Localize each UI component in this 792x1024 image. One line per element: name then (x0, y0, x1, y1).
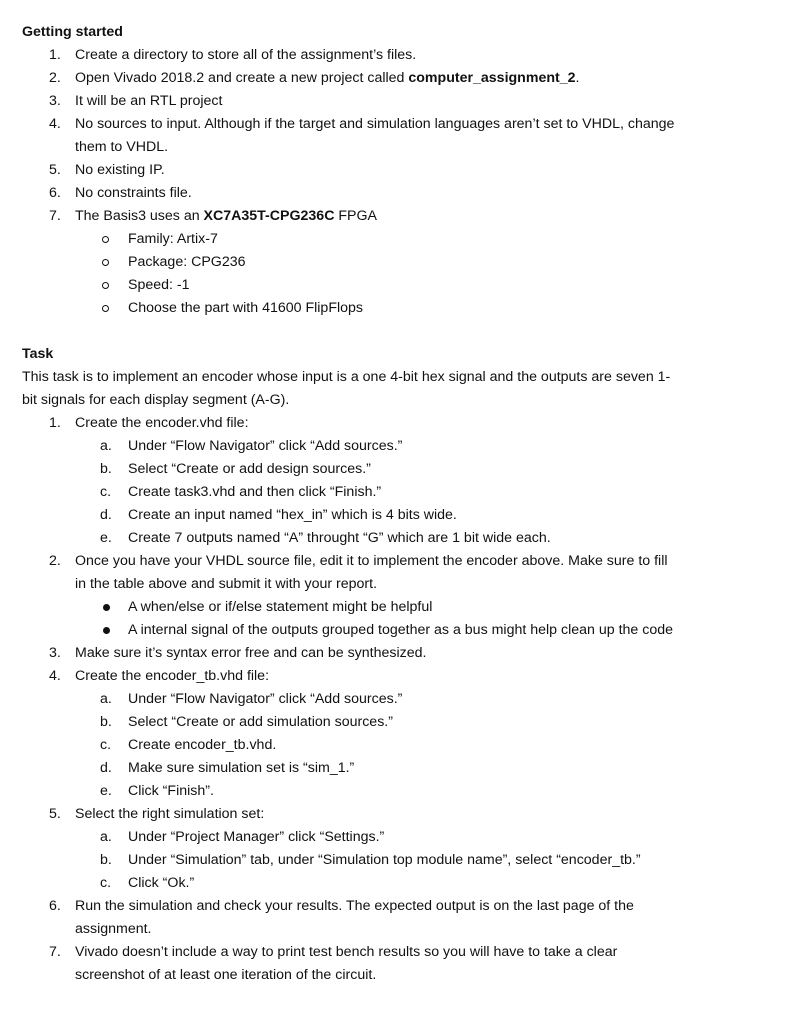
list-item (22, 44, 722, 67)
sub-item (22, 504, 722, 527)
item-number: 3. (49, 645, 61, 661)
item-number: 2. (49, 553, 61, 569)
sub-item (22, 527, 722, 550)
item-text: Open Vivado 2018.2 and create a new project called (75, 70, 409, 86)
item-text: Run the simulation and check your results. The expected output is on the last page of the (75, 898, 634, 914)
bullet-item (22, 596, 722, 619)
sub-text: Under “Flow Navigator” click “Add sources.” (128, 438, 403, 454)
item-text-continued: assignment. (75, 921, 152, 937)
item-number: 2. (49, 70, 61, 86)
item-number: 1. (49, 415, 61, 431)
sub-item (22, 481, 722, 504)
sub-text: Make sure simulation set is “sim_1.” (128, 760, 355, 776)
bullet-item (22, 228, 722, 251)
item-text-continued: in the table above and submit it with your report. (75, 576, 378, 592)
list-item (22, 550, 722, 596)
sub-item (22, 435, 722, 458)
item-text: Create the encoder.vhd file: (75, 415, 249, 431)
sub-letter: a. (100, 438, 112, 454)
bullet-text: Choose the part with 41600 FlipFlops (128, 300, 364, 316)
sub-letter: c. (100, 484, 112, 500)
item-number: 5. (49, 806, 61, 822)
sub-letter: c. (100, 737, 112, 753)
sub-item (22, 849, 722, 872)
sub-item (22, 826, 722, 849)
sub-letter: b. (100, 852, 112, 868)
sub-letter: b. (100, 714, 112, 730)
sub-item (22, 757, 722, 780)
sub-text: Under “Flow Navigator” click “Add sources.” (128, 691, 403, 707)
item-number: 3. (49, 93, 61, 109)
sub-letter: c. (100, 875, 112, 891)
list-item (22, 895, 722, 941)
bullet-text: A when/else or if/else statement might be helpful (128, 599, 433, 615)
item-number: 4. (49, 116, 61, 132)
list-item (22, 642, 722, 665)
sub-letter: d. (100, 760, 112, 776)
list-item (22, 941, 722, 987)
item-number: 7. (49, 208, 61, 224)
sub-letter: a. (100, 691, 112, 707)
item-text: Create a directory to store all of the assignment’s files. (75, 47, 417, 63)
task-intro (22, 366, 722, 412)
filled-bullet-icon (103, 604, 110, 611)
list-item (22, 205, 722, 228)
task-intro-line: This task is to implement an encoder whose input is a one 4-bit hex signal and the outputs are seven 1- (22, 369, 671, 385)
sub-letter: d. (100, 507, 112, 523)
sub-text: Create task3.vhd and then click “Finish.” (128, 484, 382, 500)
bullet-item (22, 619, 722, 642)
hollow-bullet-icon (102, 282, 109, 289)
list-item (22, 182, 722, 205)
item-text-end: . (575, 70, 580, 86)
item-number: 5. (49, 162, 61, 178)
task-intro-line: bit signals for each display segment (A-G). (22, 392, 290, 408)
sub-letter: e. (100, 783, 112, 799)
item-text: No constraints file. (75, 185, 192, 201)
sub-item (22, 780, 722, 803)
list-item (22, 113, 722, 159)
sub-text: Create encoder_tb.vhd. (128, 737, 277, 753)
item-number: 6. (49, 898, 61, 914)
sub-text: Click “Ok.” (128, 875, 195, 891)
sub-letter: a. (100, 829, 112, 845)
sub-item (22, 711, 722, 734)
sub-letter: e. (100, 530, 112, 546)
sub-text: Under “Simulation” tab, under “Simulation top module name”, select “encoder_tb.” (128, 852, 641, 868)
item-number: 6. (49, 185, 61, 201)
item-number: 4. (49, 668, 61, 684)
list-item (22, 90, 722, 113)
list-item (22, 803, 722, 826)
filled-bullet-icon (103, 627, 110, 634)
item-text-end: FPGA (334, 208, 378, 224)
sub-text: Under “Project Manager” click “Settings.” (128, 829, 385, 845)
item-text-continued: them to VHDL. (75, 139, 169, 155)
fpga-part: XC7A35T-CPG236C (203, 208, 335, 224)
sub-text: Click “Finish”. (128, 783, 214, 799)
task-heading: Task (22, 346, 54, 362)
list-item (22, 159, 722, 182)
item-number: 7. (49, 944, 61, 960)
hollow-bullet-icon (102, 259, 109, 266)
item-text: It will be an RTL project (75, 93, 223, 109)
bullet-item (22, 274, 722, 297)
section-spacer (22, 320, 722, 343)
getting-started-heading: Getting started (22, 24, 123, 40)
bullet-item (22, 251, 722, 274)
list-item (22, 665, 722, 688)
bullet-item (22, 297, 722, 320)
sub-text: Select “Create or add simulation sources.” (128, 714, 393, 730)
bullet-text: Package: CPG236 (128, 254, 246, 270)
hollow-bullet-icon (102, 305, 109, 312)
project-name: computer_assignment_2 (408, 70, 576, 86)
task-list (22, 412, 722, 987)
document-page (22, 21, 722, 987)
bullet-text: A internal signal of the outputs grouped together as a bus might help clean up the code (128, 622, 674, 638)
item-text: Make sure it’s syntax error free and can be synthesized. (75, 645, 427, 661)
item-text: No sources to input. Although if the target and simulation languages aren’t set to VHDL, change (75, 116, 675, 132)
sub-text: Select “Create or add design sources.” (128, 461, 371, 477)
bullet-text: Speed: -1 (128, 277, 190, 293)
sub-text: Create an input named “hex_in” which is 4 bits wide. (128, 507, 457, 523)
sub-item (22, 458, 722, 481)
item-text: The Basis3 uses an (75, 208, 204, 224)
getting-started-list (22, 44, 722, 320)
sub-text: Create 7 outputs named “A” throught “G” which are 1 bit wide each. (128, 530, 551, 546)
item-text: Select the right simulation set: (75, 806, 265, 822)
item-text: Once you have your VHDL source file, edit it to implement the encoder above. Make sure to fill (75, 553, 668, 569)
list-item (22, 67, 722, 90)
hollow-bullet-icon (102, 236, 109, 243)
item-number: 1. (49, 47, 61, 63)
sub-item (22, 872, 722, 895)
sub-letter: b. (100, 461, 112, 477)
sub-item (22, 734, 722, 757)
item-text: No existing IP. (75, 162, 165, 178)
item-text: Vivado doesn’t include a way to print test bench results so you will have to take a clear (75, 944, 618, 960)
list-item (22, 412, 722, 435)
item-text: Create the encoder_tb.vhd file: (75, 668, 270, 684)
item-text-continued: screenshot of at least one iteration of the circuit. (75, 967, 377, 983)
sub-item (22, 688, 722, 711)
bullet-text: Family: Artix-7 (128, 231, 218, 247)
